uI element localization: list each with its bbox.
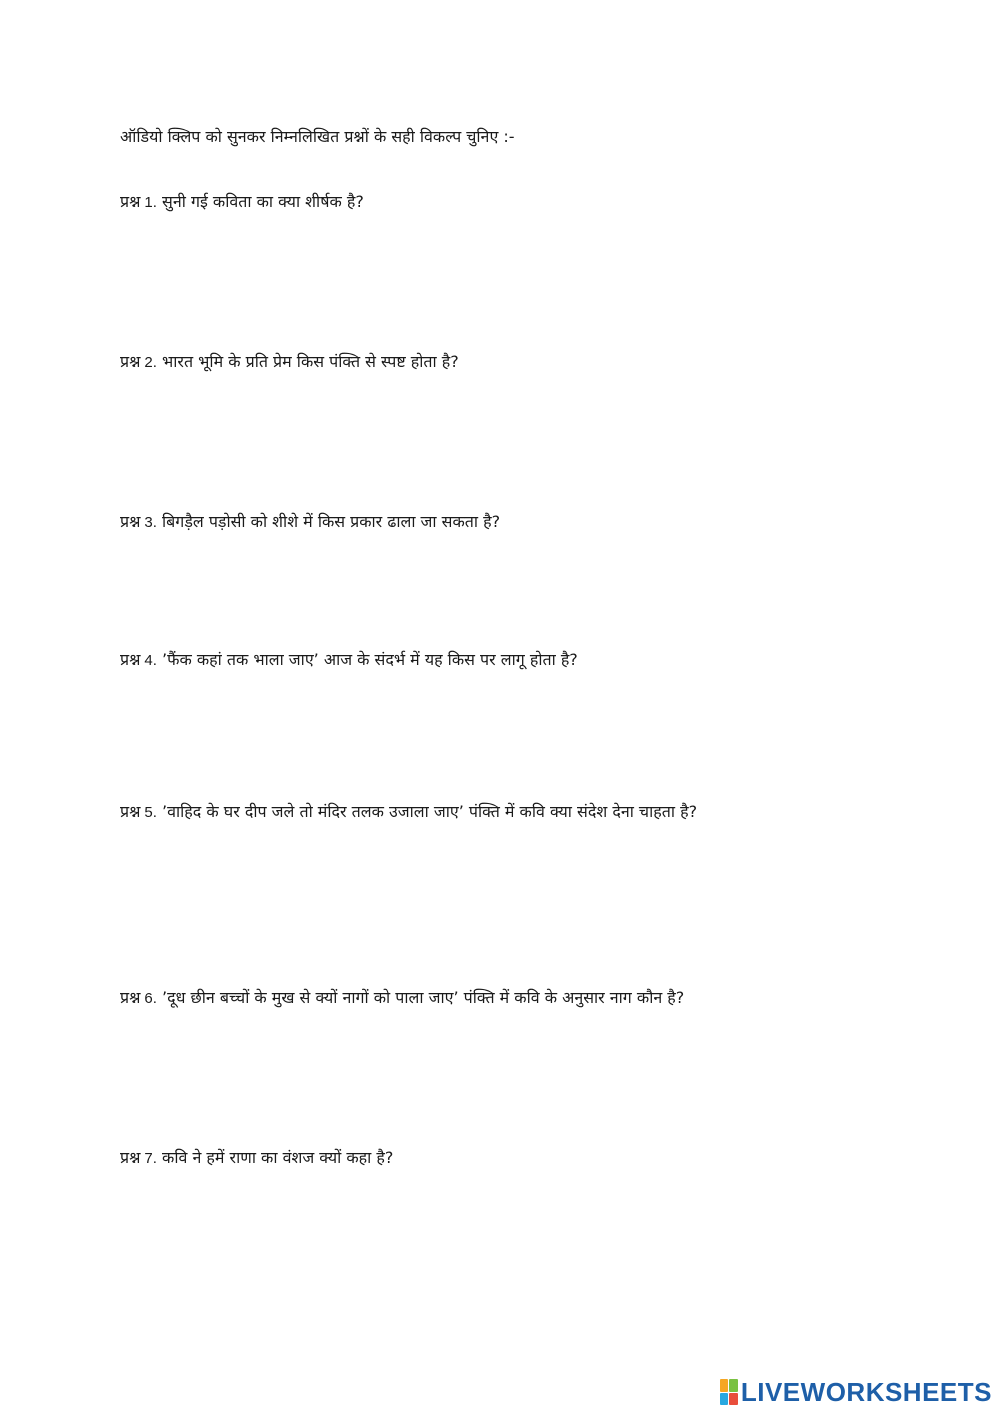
- question-text: ’दूध छीन बच्चों के मुख से क्यों नागों को पाला जाए’ पंक्ति में कवि के अनुसार नाग कौन है?: [162, 988, 685, 1007]
- question-label: प्रश्न: [120, 352, 141, 371]
- question-1: [120, 191, 364, 214]
- question-number: 6.: [144, 990, 157, 1007]
- question-3: [120, 511, 500, 534]
- question-number: 2.: [144, 354, 157, 371]
- question-label: प्रश्न: [120, 512, 141, 531]
- question-text: सुनी गई कविता का क्या शीर्षक है?: [162, 192, 364, 211]
- question-label: प्रश्न: [120, 802, 141, 821]
- question-2: [120, 351, 459, 374]
- question-7: [120, 1147, 393, 1170]
- question-number: 5.: [144, 804, 157, 821]
- question-5: [120, 801, 697, 824]
- instruction-text: ऑडियो क्लिप को सुनकर निम्नलिखित प्रश्नों के सही विकल्प चुनिए :-: [120, 127, 515, 146]
- question-label: प्रश्न: [120, 192, 141, 211]
- question-number: 1.: [144, 194, 157, 211]
- question-label: प्रश्न: [120, 650, 141, 669]
- question-label: प्रश्न: [120, 1148, 141, 1167]
- question-number: 4.: [144, 652, 157, 669]
- question-4: [120, 649, 578, 672]
- question-text: ’फैंक कहां तक भाला जाए’ आज के संदर्भ में यह किस पर लागू होता है?: [162, 650, 578, 669]
- question-text: कवि ने हमें राणा का वंशज क्यों कहा है?: [162, 1148, 394, 1167]
- liveworksheets-branding[interactable]: [720, 1377, 992, 1407]
- question-text: बिगड़ैल पड़ोसी को शीशे में किस प्रकार ढाला जा सकता है?: [162, 512, 501, 531]
- brand-name: LIVEWORKSHEETS: [740, 1376, 992, 1407]
- question-label: प्रश्न: [120, 988, 141, 1007]
- question-text: ’वाहिद के घर दीप जले तो मंदिर तलक उजाला जाए’ पंक्ति में कवि क्या संदेश देना चाहता है?: [162, 802, 698, 821]
- question-number: 3.: [144, 514, 157, 531]
- question-text: भारत भूमि के प्रति प्रेम किस पंक्ति से स्पष्ट होता है?: [162, 352, 459, 371]
- liveworksheets-logo-icon: [720, 1379, 738, 1405]
- question-6: [120, 987, 684, 1010]
- question-number: 7.: [144, 1150, 157, 1167]
